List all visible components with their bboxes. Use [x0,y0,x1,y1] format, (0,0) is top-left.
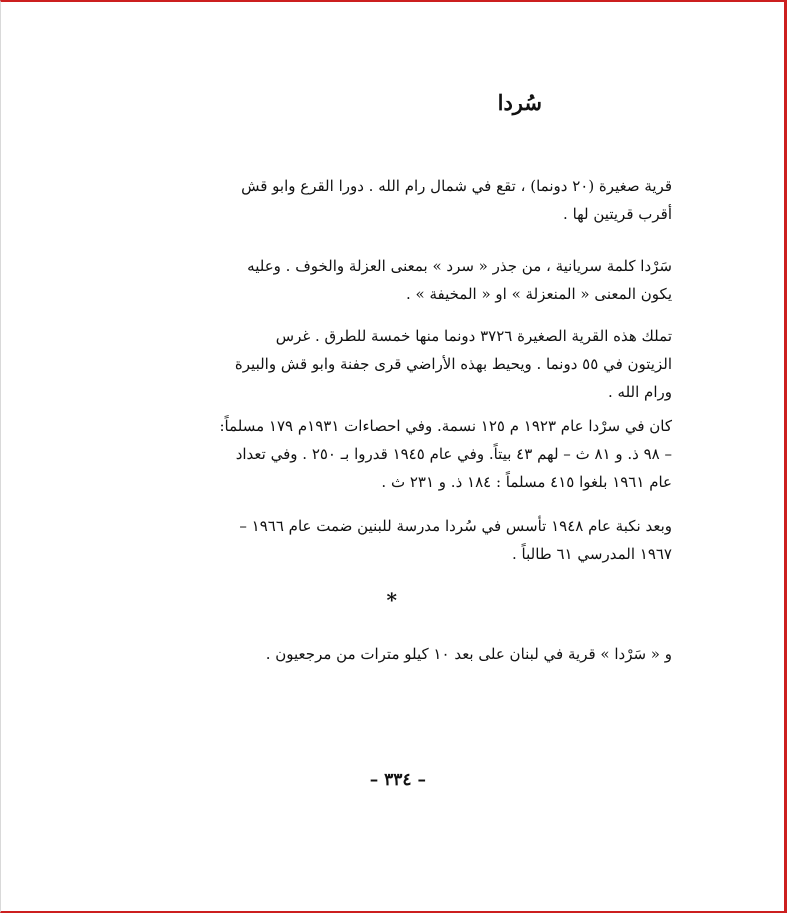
paragraph-line: وبعد نكبة عام ١٩٤٨ تأسس في سُردا مدرسة للبنين ضمت عام ١٩٦٦ – [239,517,672,535]
paragraph-location [140,172,672,228]
paragraph-line: قرية صغيرة (٢٠ دونما) ، تقع في شمال رام الله . دورا القرع وابو قش [241,177,672,195]
page-title: سُردا [497,90,542,115]
document-page [140,0,672,913]
paragraph-line: الزيتون في ٥٥ دونما . ويحيط بهذه الأراضي قرى جفنة وابو قش والبيرة [234,355,672,373]
paragraph-line: عام ١٩٦١ بلغوا ٤١٥ مسلماً : ١٨٤ ذ. و ٢٣١ ث . [381,473,672,491]
section-separator: * [386,588,397,612]
paragraph-line: تملك هذه القرية الصغيرة ٣٧٢٦ دونما منها خمسة للطرق . غرس [275,327,672,345]
paragraph-etymology [140,252,672,308]
paragraph-line: ورام الله . [608,383,672,401]
paragraph-line: أقرب قريتين لها . [563,205,672,223]
paragraph-line: يكون المعنى « المنعزلة » او « المخيفة » . [405,285,672,303]
paragraph-land [140,322,672,406]
paragraph-line: ١٩٦٧ المدرسي ٦١ طالباً . [512,545,672,563]
page-number: – ٣٣٤ – [369,770,426,790]
paragraph-population [140,412,672,496]
paragraph-line: كان في سرْدا عام ١٩٢٣ م ١٢٥ نسمة. وفي احصاءات ١٩٣١م ١٧٩ مسلماً: [219,417,672,435]
paragraph-line: – ٩٨ ذ. و ٨١ ث – لهم ٤٣ بيتاً. وفي عام ١٩٤٥ قدروا بـ ٢٥٠ . وفي تعداد [235,445,672,463]
paragraph-line: سَرْدا كلمة سريانية ، من جذر « سرد » بمعنى العزلة والخوف . وعليه [247,257,672,275]
footnote: و « سَرْدا » قرية في لبنان على بعد ١٠ كيلو مترات من مرجعيون . [265,645,672,663]
paragraph-school [140,512,672,568]
